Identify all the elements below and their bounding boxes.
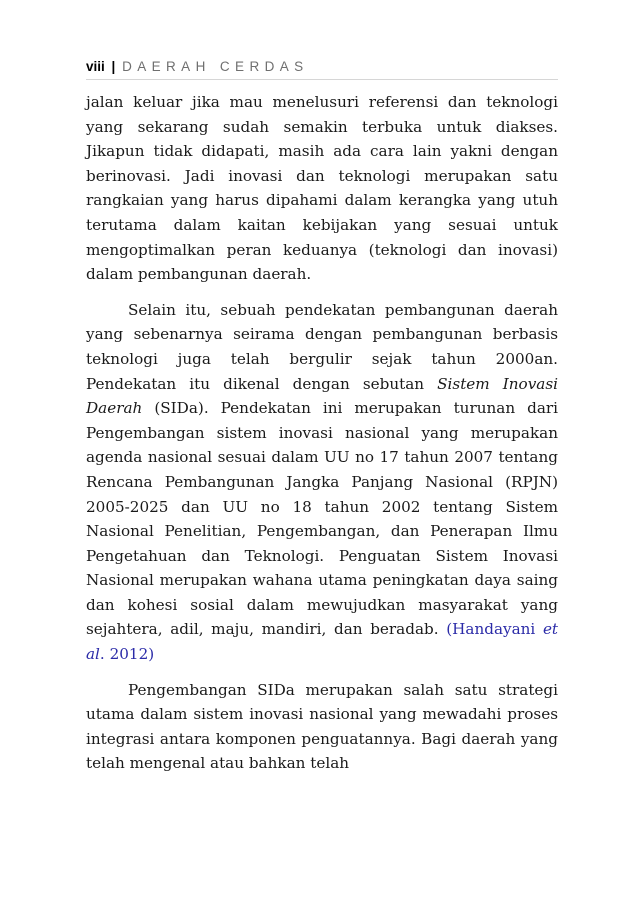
running-header [86, 57, 558, 80]
body-text [86, 90, 558, 776]
citation-year: . 2012) [99, 645, 155, 664]
citation-author: (Handayani [446, 620, 536, 639]
paragraph-3: Pengembangan SIDa merupakan salah satu strategi utama dalam sistem inovasi nasional yang mewadahi proses integrasi antara komponen penguatannya. Bagi daerah yang telah mengenal atau bahkan telah [86, 680, 558, 773]
page-number: viii [86, 59, 105, 74]
header-separator: | [111, 59, 116, 74]
paragraph-2-text-after-term: (SIDa). Pendekatan ini merupakan turunan dari Pengembangan sistem inovasi nasional yang merupakan agenda nasional sesuai dalam UU no 17 tahun 2007 tentang Rencana Pembangunan Jangka Panjang Nasional (RPJN) 2005-2025 dan UU no 18 tahun 2002 tentang Sistem Nasional Penelitian, Pengembangan, dan Penerapan Ilmu Pengetahuan dan Teknologi. Penguatan Sistem Inovasi Nasional merupakan wahana utama peningkatan daya saing dan kohesi sosial dalam mewujudkan masyarakat yang sejahtera, adil, maju, mandiri, dan beradab. [86, 399, 558, 639]
paragraph-2-text-before-term: Selain itu, sebuah pendekatan pembangunan daerah yang sebenarnya seirama dengan pembangunan berbasis teknologi juga telah bergulir sejak tahun 2000an. Pendekatan itu dikenal dengan sebutan [86, 300, 558, 393]
citation-et-al: et al [86, 620, 559, 664]
paragraph-1: jalan keluar jika mau menelusuri referensi dan teknologi yang sekarang sudah semakin terbuka untuk diakses. Jikapun tidak didapati, masih ada cara lain yakni dengan berinovasi. Jadi inovasi dan teknologi merupakan satu rangkaian yang harus dipahami dalam kerangka yang utuh terutama dalam kaitan kebijakan yang sesuai untuk mengoptimalkan peran keduanya (teknologi dan inovasi) dalam pembangunan daerah. [86, 93, 558, 284]
sida-term: Sistem Inovasi Daerah [86, 374, 558, 418]
paragraph-2 [86, 298, 558, 667]
book-title: DAERAH CERDAS [122, 59, 309, 74]
